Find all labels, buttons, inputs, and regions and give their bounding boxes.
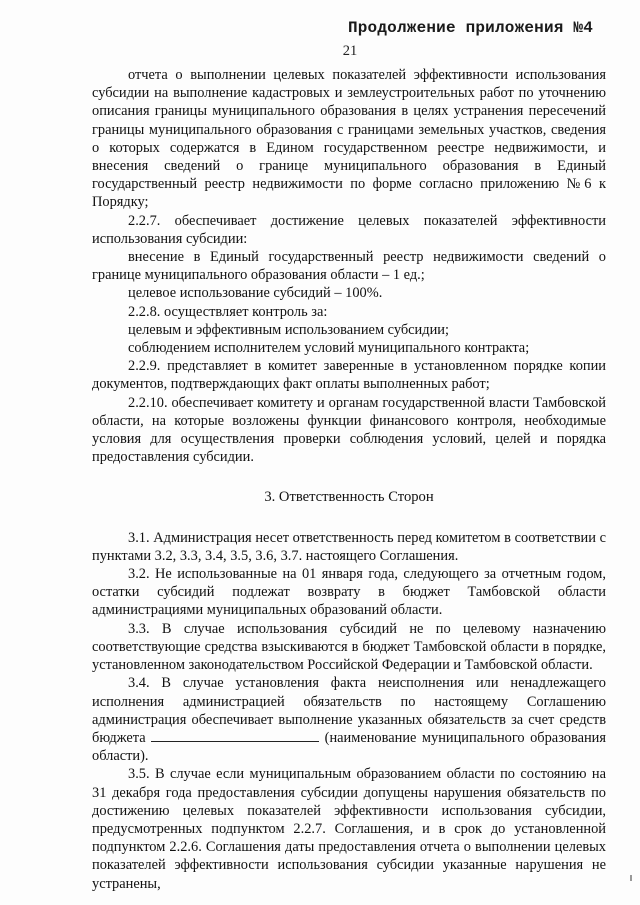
paragraph-3-4-tail: (наименование муниципального образования области).	[92, 729, 606, 765]
section-heading: 3. Ответственность Сторон	[264, 489, 434, 506]
paragraph: целевым и эффективным использованием субсидии;	[128, 321, 449, 338]
paragraph: 3.1. Администрация несет ответственность перед комитетом в соответствии с пунктами 3.2, 3.3, 3.4, 3.5, 3.6, 3.7. настоящего Соглашения.	[92, 529, 606, 564]
paragraph-3-4-text: 3.4. В случае установления факта неисполнения или ненадлежащего исполнения администрацией обязательств по настоящему Соглашению администрация обеспечивает выполнение указанных обязательств за счет средств бюджета	[92, 675, 606, 746]
paragraph: 2.2.7. обеспечивает достижение целевых показателей эффективности использования субсидии:	[92, 212, 606, 247]
paragraph: 2.2.8. осуществляет контроль за:	[128, 303, 328, 320]
paragraph: целевое использование субсидий – 100%.	[128, 285, 383, 302]
paragraph: 2.2.10. обеспечивает комитету и органам государственной власти Тамбовской области, на которые возложены функции финансового контроля, необходимые условия для осуществления проверки соблюдения условий, целей и порядка предоставления субсидии.	[92, 394, 606, 466]
fill-in-blank	[151, 730, 319, 742]
paragraph: внесение в Единый государственный реестр недвижимости сведений о границе муниципального образования области – 1 ед.;	[92, 249, 606, 284]
paragraph: отчета о выполнении целевых показателей эффективности использования субсидии на выполнение кадастровых и землеустроительных работ по уточнению описания границы муниципального образования в целях устранения пересечений границы муниципального образования с границами земельных участков, сведения о которых содержатся в Едином государственном реестре недвижимости, и внесения сведений о границе муниципального образования в Единый государственный реестр недвижимости по форме согласно приложению №6 к Порядку;	[92, 67, 606, 211]
paragraph: соблюдением исполнителем условий муниципального контракта;	[128, 340, 530, 357]
paragraph: 3.3. В случае использования субсидий не по целевому назначению соответствующие средства взыскиваются в бюджет Тамбовской области в порядке, установленном законодательством Российской Федерации и Тамбовской области.	[92, 620, 606, 674]
paragraph: 3.5. В случае если муниципальным образованием области по состоянию на 31 декабря года предоставления субсидии допущены нарушения обязательств по достижению целевых показателей эффективности использования субсидии, предусмотренных подпунктом 2.2.7. Соглашения, и в срок до установленной подпунктом 2.2.6. Соглашения даты предоставления отчета о выполнении целевых показателей эффективности использования субсидии указанные нарушения не устранены,	[92, 766, 606, 892]
paragraph: 3.2. Не использованные на 01 января года, следующего за отчетным годом, остатки субсидий подлежат возврату в бюджет Тамбовской области администрациями муниципальных образований области.	[92, 566, 606, 619]
scan-mark	[630, 875, 632, 881]
document-body	[92, 66, 606, 893]
appendix-header: Продолжение приложения №4	[347, 19, 593, 37]
page-number: 21	[342, 43, 358, 59]
paragraph: 2.2.9. представляет в комитет заверенные в установленном порядке копии документов, подтверждающих факт оплаты выполненных работ;	[92, 358, 606, 393]
paragraph-3-4	[92, 674, 606, 765]
